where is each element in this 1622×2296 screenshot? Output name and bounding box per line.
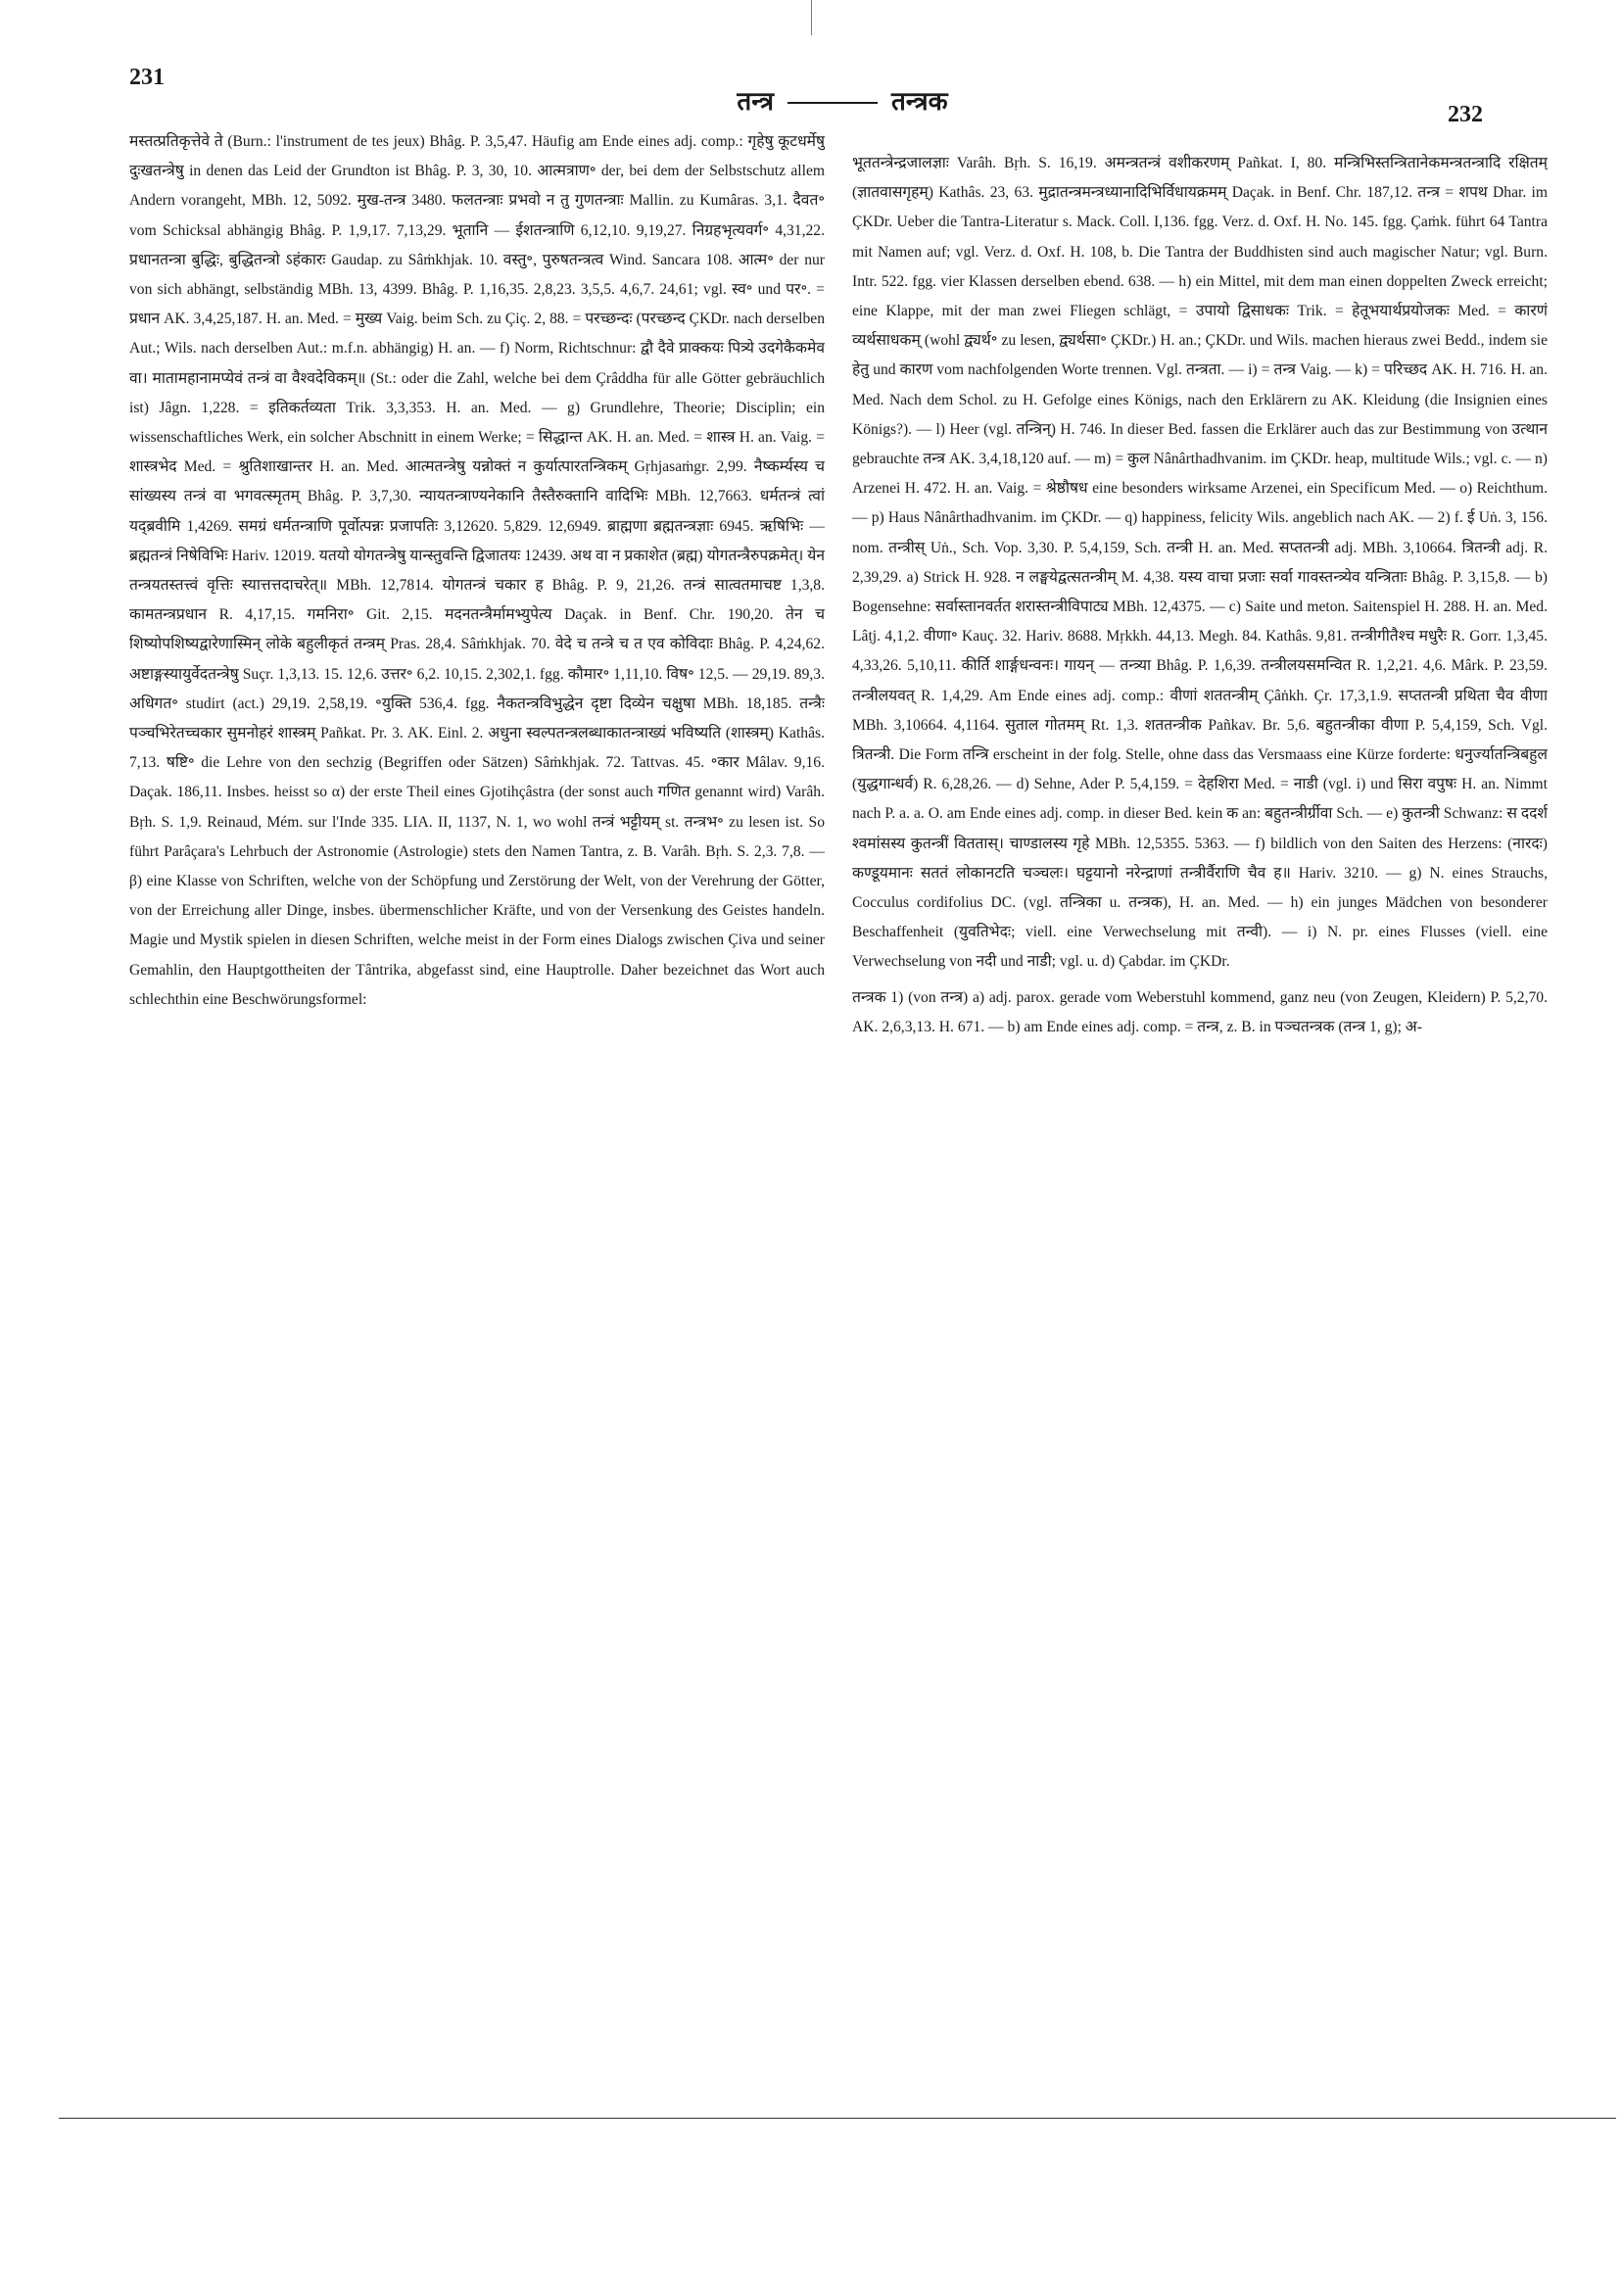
running-head-first: तन्त्र [737, 87, 775, 117]
running-head-dash [787, 102, 878, 104]
right-column-text: भूततन्त्रेन्द्रजालज्ञाः Varâh. Bṛh. S. 16,19. अमन्त्रतन्त्रं वशीकरणम् Pañkat. I, 80. मन्त्रिभिस्तन्त्रितानेकमन्त्रतन्त्रादि रक्षितम् (ज्ञातवासगृहम्) Kathâs. 23, 63. मुद्रातन्त्रमन्त्रध्यानादिभिर्विधायक्रमम् Daçak. in Benf. Chr. 187,12. तन्त्र = शपथ Dhar. im ÇKDr. Ueber die Tantra-Literatur s. Mack. Coll. I,136. fgg. Verz. d. Oxf. H. No. 145. fgg. Çaṁk. führt 64 Tantra mit Namen auf; vgl. Verz. d. Oxf. H. 108, b. Die Tantra der Buddhisten sind auch magischer Natur; vgl. Burn. Intr. 522. fgg. vier Klassen derselben ebend. 638. — h) ein Mittel, mit dem man einen doppelten Zweck erreicht; eine Klappe, mit der man zwei Fliegen schlägt, = उपायो द्विसाधकः Trik. = हेतूभयार्थप्रयोजकः Med. = कारणं व्यर्थसाधकम् (wohl द्व्यर्थ॰ zu lesen, द्व्यर्थसा॰ ÇKDr.) H. an.; ÇKDr. und Wils. machen hieraus zwei Bedd., indem sie हेतु und कारण vom nachfolgenden Worte trennen. Vgl. तन्त्रता. — i) = तन्त्र Vaig. — k) = परिच्छद AK. H. 716. H. an. Med. Nach dem Schol. zu H. Gefolge eines Königs, nach den Erklärern zu AK. Kleidung (die Insignien eines Königs?). — l) Heer (vgl. तन्त्रिन्) H. 746. In dieser Bed. fassen die Erklärer auch das zur Bestimmung von उत्थान gebrauchte तन्त्र AK. 3,4,18,120 auf. — m) = कुल Nânârthadhvanim. im ÇKDr. heap, multitude Wils.; vgl. c. — n) Arzenei H. 472. H. an. Vaig. = श्रेष्ठौषध eine besonders wirksame Arzenei, ein Specificum Med. — o) Reichthum. — p) Haus Nânârthadhvanim. im ÇKDr. — q) happiness, felicity Wils. angeblich nach AK. — 2) f. ई Uṅ. 3, 156. nom. तन्त्रीस् Uṅ., Sch. Vop. 3,30. P. 5,4,159, Sch. तन्त्री H. an. Med. सप्ततन्त्री adj. MBh. 3,10664. त्रितन्त्री adj. R. 2,39,29. a) Strick H. 928. न लङ्घयेद्वत्सतन्त्रीम् M. 4,38. यस्य वाचा प्रजाः सर्वा गावस्तन्त्र्येव यन्त्रिताः Bhâg. P. 3,15,8. — b) Bogensehne: सर्वास्तानवर्तत शरास्तन्त्रीविपाट्य MBh. 12,4375. — c) Saite und meton. Saitenspiel H. 288. H. an. Med. Lâṭj. 4,1,2. वीणा॰ Kauç. 32. Hariv. 8688. Mṛkkh. 44,13. Megh. 84. Kathâs. 9,81. तन्त्रीगीतैश्च मधुरैः R. Gorr. 1,3,45. 4,33,26. 5,10,11. कीर्ति शार्ङ्गधन्वनः। गायन् — तन्त्र्या Bhâg. P. 1,6,39. तन्त्रीलयसमन्वित R. 1,2,21. 4,6. Mârk. P. 23,59. तन्त्रीलयवत् R. 1,4,29. Am Ende eines adj. comp.: वीणां शततन्त्रीम् Çâṅkh. Çr. 17,3,1.9. सप्ततन्त्री प्रथिता चैव वीणा MBh. 3,10664. 4,1164. सुताल गोतमम् Rt. 1,3. शततन्त्रीक Pañkav. Br. 5,6. बहुतन्त्रीका वीणा P. 5,4,159, Sch. Vgl. त्रितन्त्री. Die Form तन्त्रि erscheint in der folg. Stelle, ohne dass das Versmaass eine Kürze forderte: धनुर्ज्यातन्त्रिबहुल (युद्धगान्धर्व) R. 6,28,26. — d) Sehne, Ader P. 5,4,159. = देहशिरा Med. = नाडी (vgl. i) und सिरा वपुषः H. an. Nimmt nach P. a. a. O. am Ende eines adj. comp. in dieser Bed. kein क an: बहुतन्त्रीर्ग्रीवा Sch. — e) कुतन्त्री Schwanz: स ददर्श श्वमांसस्य कुतन्त्रीं विततास्। चाण्डालस्य गृहे MBh. 12,5355. 5363. — f) bildlich von den Saiten des Herzens: (नारदः) कण्डूयमानः सततं लोकानटति चञ्चलः। घट्टयानो नरेन्द्राणां तन्त्रीर्वैराणि चैव ह॥ Hariv. 3210. — g) N. eines Strauchs, Cocculus cordifolius DC. (vgl. तन्त्रिका u. तन्त्रक), H. an. Med. — h) ein junges Mädchen von besonderer Beschaffenheit (युवतिभेदः; viell. eine Verwechselung mit तन्वी). — i) N. pr. eines Flusses (viell. eine Verwechselung von नदी und नाडी; vgl. u. d) Çabdar. im ÇKDr. [852, 155, 1548, 971]
running-head-last: तन्त्रक [891, 87, 948, 117]
left-column [129, 127, 825, 2047]
entry-tantraka: तन्त्रक 1) (von तन्त्र) a) adj. parox. gerade vom Weberstuhl kommend, ganz neu (von Zeugen, Kleidern) P. 5,2,70. AK. 2,6,3,13. H. 671. — b) am Ende eines adj. comp. = तन्त्र, z. B. in पञ्चतन्त्रक (तन्त्र 1, g); अ- [852, 988, 1548, 1035]
footer-rule [59, 2118, 1616, 2119]
left-column-text: मस्तत्प्रतिकृत्तेवे ते (Burn.: l'instrument de tes jeux) Bhâg. P. 3,5,47. Häufig am Ende eines adj. comp.: गृहेषु कूटधर्मेषु दुःखतन्त्रेषु in denen das Leid der Grundton ist Bhâg. P. 3, 30, 10. आत्मत्राण॰ der, bei dem der Selbstschutz allem Andern vorangeht, MBh. 12, 5092. मुख-तन्त्र 3480. फलतन्त्राः प्रभवो न तु गुणतन्त्राः Mallin. zu Kumâras. 3,1. दैवत॰ vom Schicksal abhängig Bhâg. P. 1,9,17. 7,13,29. भूतानि — ईशतन्त्राणि 6,12,10. 9,19,27. निग्रहभृत्यवर्ग॰ 4,31,22. प्रधानतन्त्रा बुद्धिः, बुद्धितन्त्रो ऽहंकारः Gaudap. zu Sâṁkhjak. 10. वस्तु॰, पुरुषतन्त्रत्व Wind. Sancara 108. आत्म॰ der nur von sich abhängt, selbständig MBh. 13, 4399. Bhâg. P. 1,16,35. 2,8,23. 3,5,5. 4,6,7. 24,61; vgl. स्व॰ und पर॰. = प्रधान AK. 3,4,25,187. H. an. Med. = मुख्य Vaig. beim Sch. zu Çiç. 2, 88. = परच्छन्दः (परच्छन्द ÇKDr. nach derselben Aut.; Wils. nach derselben Aut.: m.f.n. abhängig) H. an. — f) Norm, Richtschnur: द्वौ दैवे प्राक्कयः पित्र्ये उदगेकैकमेव वा। मातामहानामप्येवं तन्त्रं वा वैश्वदेविकम्॥ (St.: oder die Zahl, welche bei dem Çrâddha für alle Götter gebräuchlich ist) Jâgn. 1,228. = इतिकर्तव्यता Trik. 3,3,353. H. an. Med. — g) Grundlehre, Theorie; Disciplin; ein wissenschaftliches Werk, ein solcher Abschnitt in einem Werke; = सिद्धान्त AK. H. an. Med. = शास्त्र H. an. Vaig. = शास्त्रभेद Med. = श्रुतिशाखान्तर H. an. Med. आत्मतन्त्रेषु यन्नोक्तं न कुर्यात्पारतन्त्रिकम् Gṛhjasaṁgr. 2,99. नैष्कर्म्यस्य च सांख्यस्य तन्त्रं वा भगवत्स्मृतम् Bhâg. P. 3,7,30. न्यायतन्त्राण्यनेकानि तैस्तैरुक्तानि वादिभिः MBh. 12,7663. धर्मतन्त्रं त्वां यद्ब्रवीमि 1,4269. समग्रं धर्मतन्त्राणि पूर्वोत्पन्नः प्रजापतिः 3,12620. 5,829. 12,6949. ब्राह्मणा ब्रह्मतन्त्रज्ञाः 6945. ऋषिभिः — ब्रह्मतन्त्रं निषेविभिः Hariv. 12019. यतयो योगतन्त्रेषु यान्स्तुवन्ति द्विजातयः 12439. अथ वा न प्रकाशेत (ब्रह्म) योगतन्त्रैरुपक्रमेत्। येन तन्त्रयतस्तत्त्वं वृत्तिः स्यात्तत्तदाचरेत्॥ MBh. 12,7814. योगतन्त्रं चकार ह Bhâg. P. 9, 21,26. तन्त्रं सात्वतमाचष्ट 1,3,8. कामतन्त्रप्रधान R. 4,17,15. गमनिरा॰ Git. 2,15. मदनतन्त्रैर्मामभ्युपेत्य Daçak. in Benf. Chr. 190,20. तेन च शिष्योपशिष्यद्वारेणास्मिन् लोके बहुलीकृतं तन्त्रम् Pras. 28,4. Sâṁkhjak. 70. वेदे च तन्त्रे च त एव कोविदाः Bhâg. P. 4,24,62. अष्टाङ्गस्यायुर्वेदतन्त्रेषु Suçr. 1,3,13. 15. 12,6. उत्तर॰ 6,2. 10,15. 2,302,1. fgg. कौमार॰ 1,11,10. विष॰ 12,5. — 29,19. 89,3. अधिगत॰ studirt (act.) 29,19. 2,58,19. ॰युक्ति 536,4. fgg. नैकतन्त्रविभुद्धेन दृष्टा दिव्येन चक्षुषा MBh. 18,185. तन्त्रैः पञ्चभिरेतच्चकार सुमनोहरं शास्त्रम् Pañkat. Pr. 3. AK. Einl. 2. अधुना स्वल्पतन्त्रलब्धाकातन्त्राख्यं भविष्यति (शास्त्रम्) Kathâs. 7,13. षष्टि॰ die Lehre von den sechzig (Begriffen oder Sätzen) Sâṁkhjak. 72. Tattvas. 45. ॰कार Mâlav. 9,16. Daçak. 186,11. Insbes. heisst so α) der erste Theil eines Gjotihçâstra (der sonst auch गणित genannt wird) Varâh. Bṛh. S. 1,9. Reinaud, Mém. sur l'Inde 335. LIA. II, 1137, N. 1, wo wohl तन्त्रं भट्टीयम् st. तन्त्रभ॰ zu lesen ist. So führt Parâçara's Lehrbuch der Astronomie (Astrologie) stets den Namen Tantra, z. B. Varâh. Bṛh. S. 2,3. 7,8. — β) eine Klasse von Schriften, welche von der Schöpfung und Zerstörung der Welt, von der Verehrung der Götter, von der Erreichung aller Dinge, insbes. übermenschlicher Kräfte, und von der Versenkung des Geistes handeln. Magie und Mystik spielen in diesen Schriften, welche meist in der Form eines Dialogs zwischen Çiva und seiner Gemahlin, den Hauptgottheiten der Tântrika, abgefasst sind, eine Hauptrolle. Daher bezeichnet das Wort auch schlechthin eine Beschwörungsformel: [129, 133, 825, 1008]
scan-mark [811, 0, 812, 35]
running-head [637, 82, 1048, 118]
page-number-right: 232 [1448, 102, 1483, 127]
page-number-left: 231 [129, 65, 165, 90]
right-column [852, 149, 1548, 2069]
